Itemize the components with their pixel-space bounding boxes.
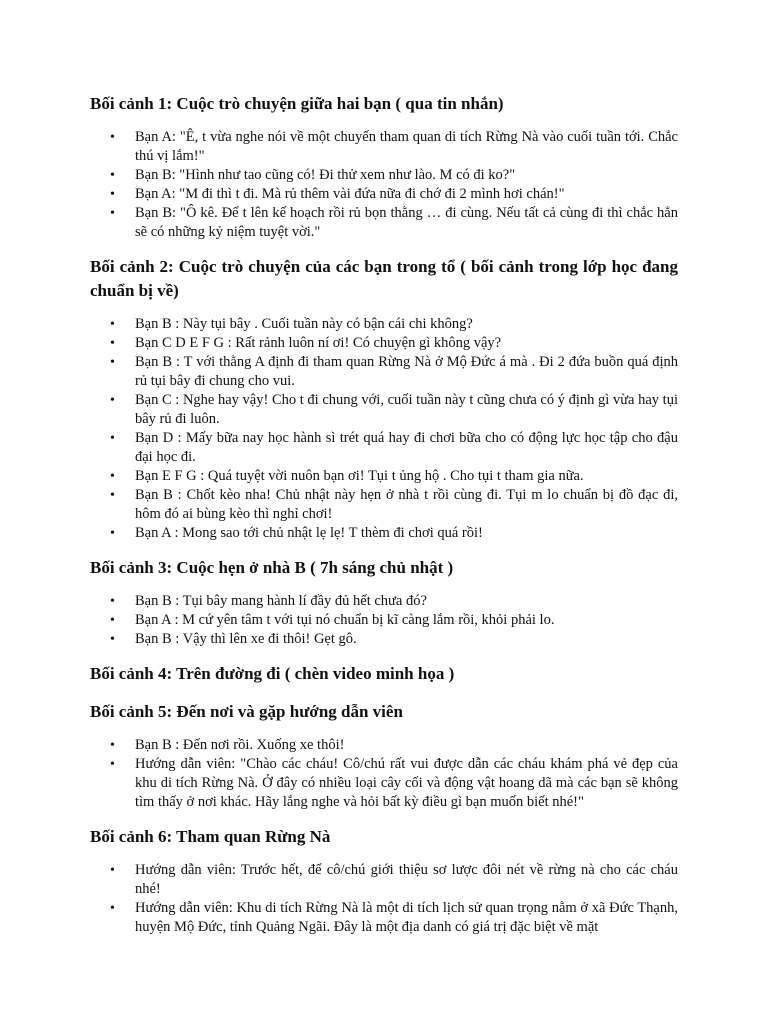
list-item: • Bạn B: "Ô kê. Để t lên kế hoạch rồi rủ bọn thằng … đi cùng. Nếu tất cả cùng đi thì chắc hẳn sẽ có những kỷ niệm tuyệt vời." <box>90 204 678 242</box>
dialogue-list <box>90 736 678 812</box>
section-heading: Bối cảnh 1: Cuộc trò chuyện giữa hai bạn ( qua tin nhắn) <box>90 94 504 113</box>
list-item: • Bạn B : T với thằng A định đi tham quan Rừng Nà ở Mộ Đức á mà . Đi 2 đứa buồn quá định rủ tụi bây đi chung cho vui. <box>90 353 678 391</box>
dialogue-list <box>90 592 678 649</box>
list-item: • Bạn C D E F G : Rất rảnh luôn ní ơi! Có chuyện gì không vậy? <box>90 334 678 353</box>
list-item: • Hướng dẫn viên: Trước hết, để cô/chú giới thiệu sơ lược đôi nét về rừng nà cho các cháu nhé! <box>90 861 678 899</box>
list-item: • Bạn E F G : Quá tuyệt vời nuôn bạn ơi! Tụi t ủng hộ . Cho tụi t tham gia nữa. <box>90 467 678 486</box>
dialogue-list <box>90 128 678 242</box>
dialogue-list <box>90 861 678 937</box>
list-item: • Bạn A : M cứ yên tâm t với tụi nó chuẩn bị kĩ càng lắm rồi, khỏi phải lo. <box>90 611 678 630</box>
section-heading: Bối cảnh 5: Đến nơi và gặp hướng dẫn viên <box>90 702 403 721</box>
section-heading: Bối cảnh 3: Cuộc hẹn ở nhà B ( 7h sáng chủ nhật ) <box>90 558 454 577</box>
list-item: • Bạn C : Nghe hay vậy! Cho t đi chung với, cuối tuần này t cũng chưa có ý định gì vừa hay tụi bây rủ đi luôn. <box>90 391 678 429</box>
section-4 <box>90 662 678 686</box>
section-heading: Bối cảnh 2: Cuộc trò chuyện của các bạn trong tổ ( bối cảnh trong lớp học đang chuẩn bị về) <box>90 257 678 300</box>
list-item: • Hướng dẫn viên: "Chào các cháu! Cô/chú rất vui được dẫn các cháu khám phá vẻ đẹp của khu di tích Rừng Nà. Ở đây có nhiều loại cây cối và động vật hoang dã mà các bạn sẽ không tìm thấy ở nơi khác. Hãy lắng nghe và hỏi bất kỳ điều gì bạn muốn biết nhé!" <box>90 755 678 812</box>
section-3 <box>90 556 678 649</box>
list-item: • Bạn A : Mong sao tới chủ nhật lẹ lẹ! T thèm đi chơi quá rồi! <box>90 524 678 543</box>
list-item: • Bạn B : Đến nơi rồi. Xuống xe thôi! <box>90 736 678 755</box>
list-item: • Hướng dẫn viên: Khu di tích Rừng Nà là một di tích lịch sử quan trọng nằm ở xã Đức Thạnh, huyện Mộ Đức, tỉnh Quảng Ngãi. Đây là một địa danh có giá trị đặc biệt về mặt <box>90 899 678 937</box>
list-item: • Bạn B : Vậy thì lên xe đi thôi! Gẹt gô. <box>90 630 678 649</box>
list-item: • Bạn B: "Hình như tao cũng có! Đi thử xem như lào. M có đi ko?" <box>90 166 678 185</box>
list-item: • Bạn D : Mấy bữa nay học hành sì trét quá hay đi chơi bữa cho có động lực học tập cho đậu đại học đi. <box>90 429 678 467</box>
section-1 <box>90 92 678 242</box>
section-5 <box>90 700 678 812</box>
list-item: • Bạn B : Tụi bây mang hành lí đầy đủ hết chưa đó? <box>90 592 678 611</box>
document-page <box>90 92 678 950</box>
list-item: • Bạn B : Chốt kèo nha! Chủ nhật này hẹn ở nhà t rồi cùng đi. Tụi m lo chuẩn bị đồ đạc đi, hôm đó ai bùng kèo thì nghỉ chơi! <box>90 486 678 524</box>
section-2 <box>90 255 678 543</box>
list-item: • Bạn B : Này tụi bây . Cuối tuần này có bận cái chi không? <box>90 315 678 334</box>
section-6 <box>90 825 678 937</box>
list-item: • Bạn A: "M đi thì t đi. Mà rủ thêm vài đứa nữa đi chớ đi 2 mình hơi chán!" <box>90 185 678 204</box>
section-heading: Bối cảnh 6: Tham quan Rừng Nà <box>90 827 331 846</box>
section-heading: Bối cảnh 4: Trên đường đi ( chèn video minh họa ) <box>90 664 455 683</box>
dialogue-list <box>90 315 678 543</box>
list-item: • Bạn A: "Ê, t vừa nghe nói về một chuyến tham quan di tích Rừng Nà vào cuối tuần tới. Chắc thú vị lắm!" <box>90 128 678 166</box>
